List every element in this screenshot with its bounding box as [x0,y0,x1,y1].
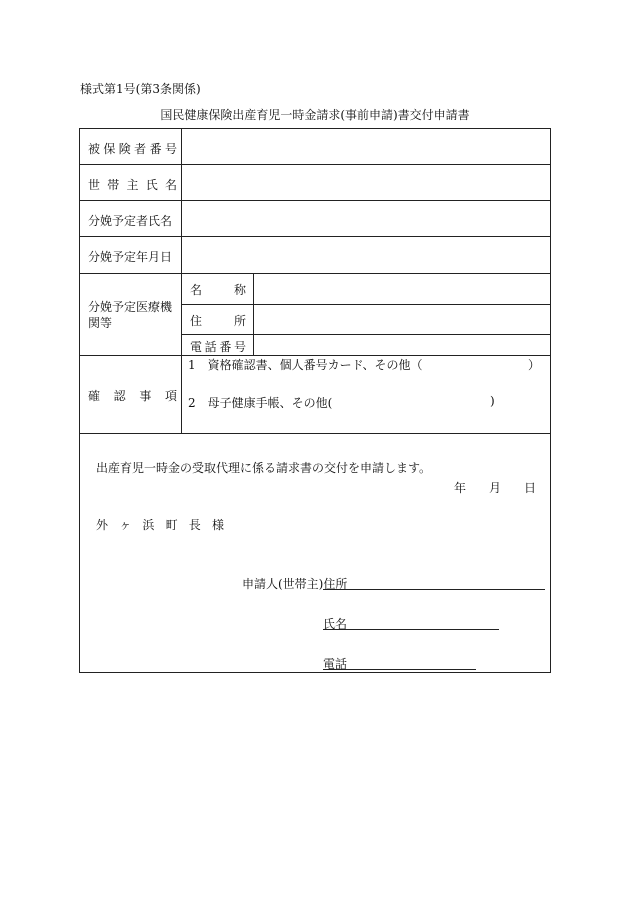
applicant-address-line[interactable] [323,589,545,590]
row-divider [80,273,550,274]
row-divider [80,236,550,237]
label-column-divider [181,129,182,433]
institution-name-label: 名 称 [190,283,246,297]
form-title: 国民健康保険出産育児一時金請求(事前申請)書交付申請書 [160,108,470,122]
insured-number-label: 被 保 険 者 番 号 [88,142,177,156]
applicant-address-label: 申請人(世帯主)住所 [242,577,348,591]
sub-label-column-divider [253,273,254,355]
sub-row-divider [181,334,550,335]
due-date-label: 分娩予定年月日 [88,250,173,264]
application-date: 年 月 日 [454,481,536,495]
expectant-name-label: 分娩予定者氏名 [88,214,173,228]
form-number: 様式第1号(第3条関係) [80,82,201,96]
medical-institution-label: 分娩予定医療機 関等 [88,300,173,330]
row-divider [80,200,550,201]
row-divider [80,164,550,165]
confirmation-item-1: 1 資格確認書、個人番号カード、その他（ [188,358,423,372]
confirmation-item-1-close: ） [528,358,541,372]
application-form-table [79,128,551,673]
addressee: 外 ヶ 浜 町 長 様 [96,518,224,532]
institution-phone-label: 電 話 番 号 [190,340,246,354]
row-divider [80,433,550,434]
applicant-name-label: 氏名 [323,617,348,631]
confirmation-label: 確 認 事 項 [88,389,177,403]
sub-row-divider [181,304,550,305]
applicant-phone-label: 電話 [323,657,348,671]
application-statement: 出産育児一時金の受取代理に係る請求書の交付を申請します。 [96,461,432,475]
householder-name-label: 世 帯 主 氏 名 [88,178,177,192]
confirmation-item-2: 2 母子健康手帳、その他( [188,396,333,410]
institution-address-label: 住 所 [190,314,246,328]
applicant-phone-line[interactable] [323,669,476,670]
applicant-name-line[interactable] [323,629,499,630]
confirmation-item-2-close: ) [490,394,495,408]
